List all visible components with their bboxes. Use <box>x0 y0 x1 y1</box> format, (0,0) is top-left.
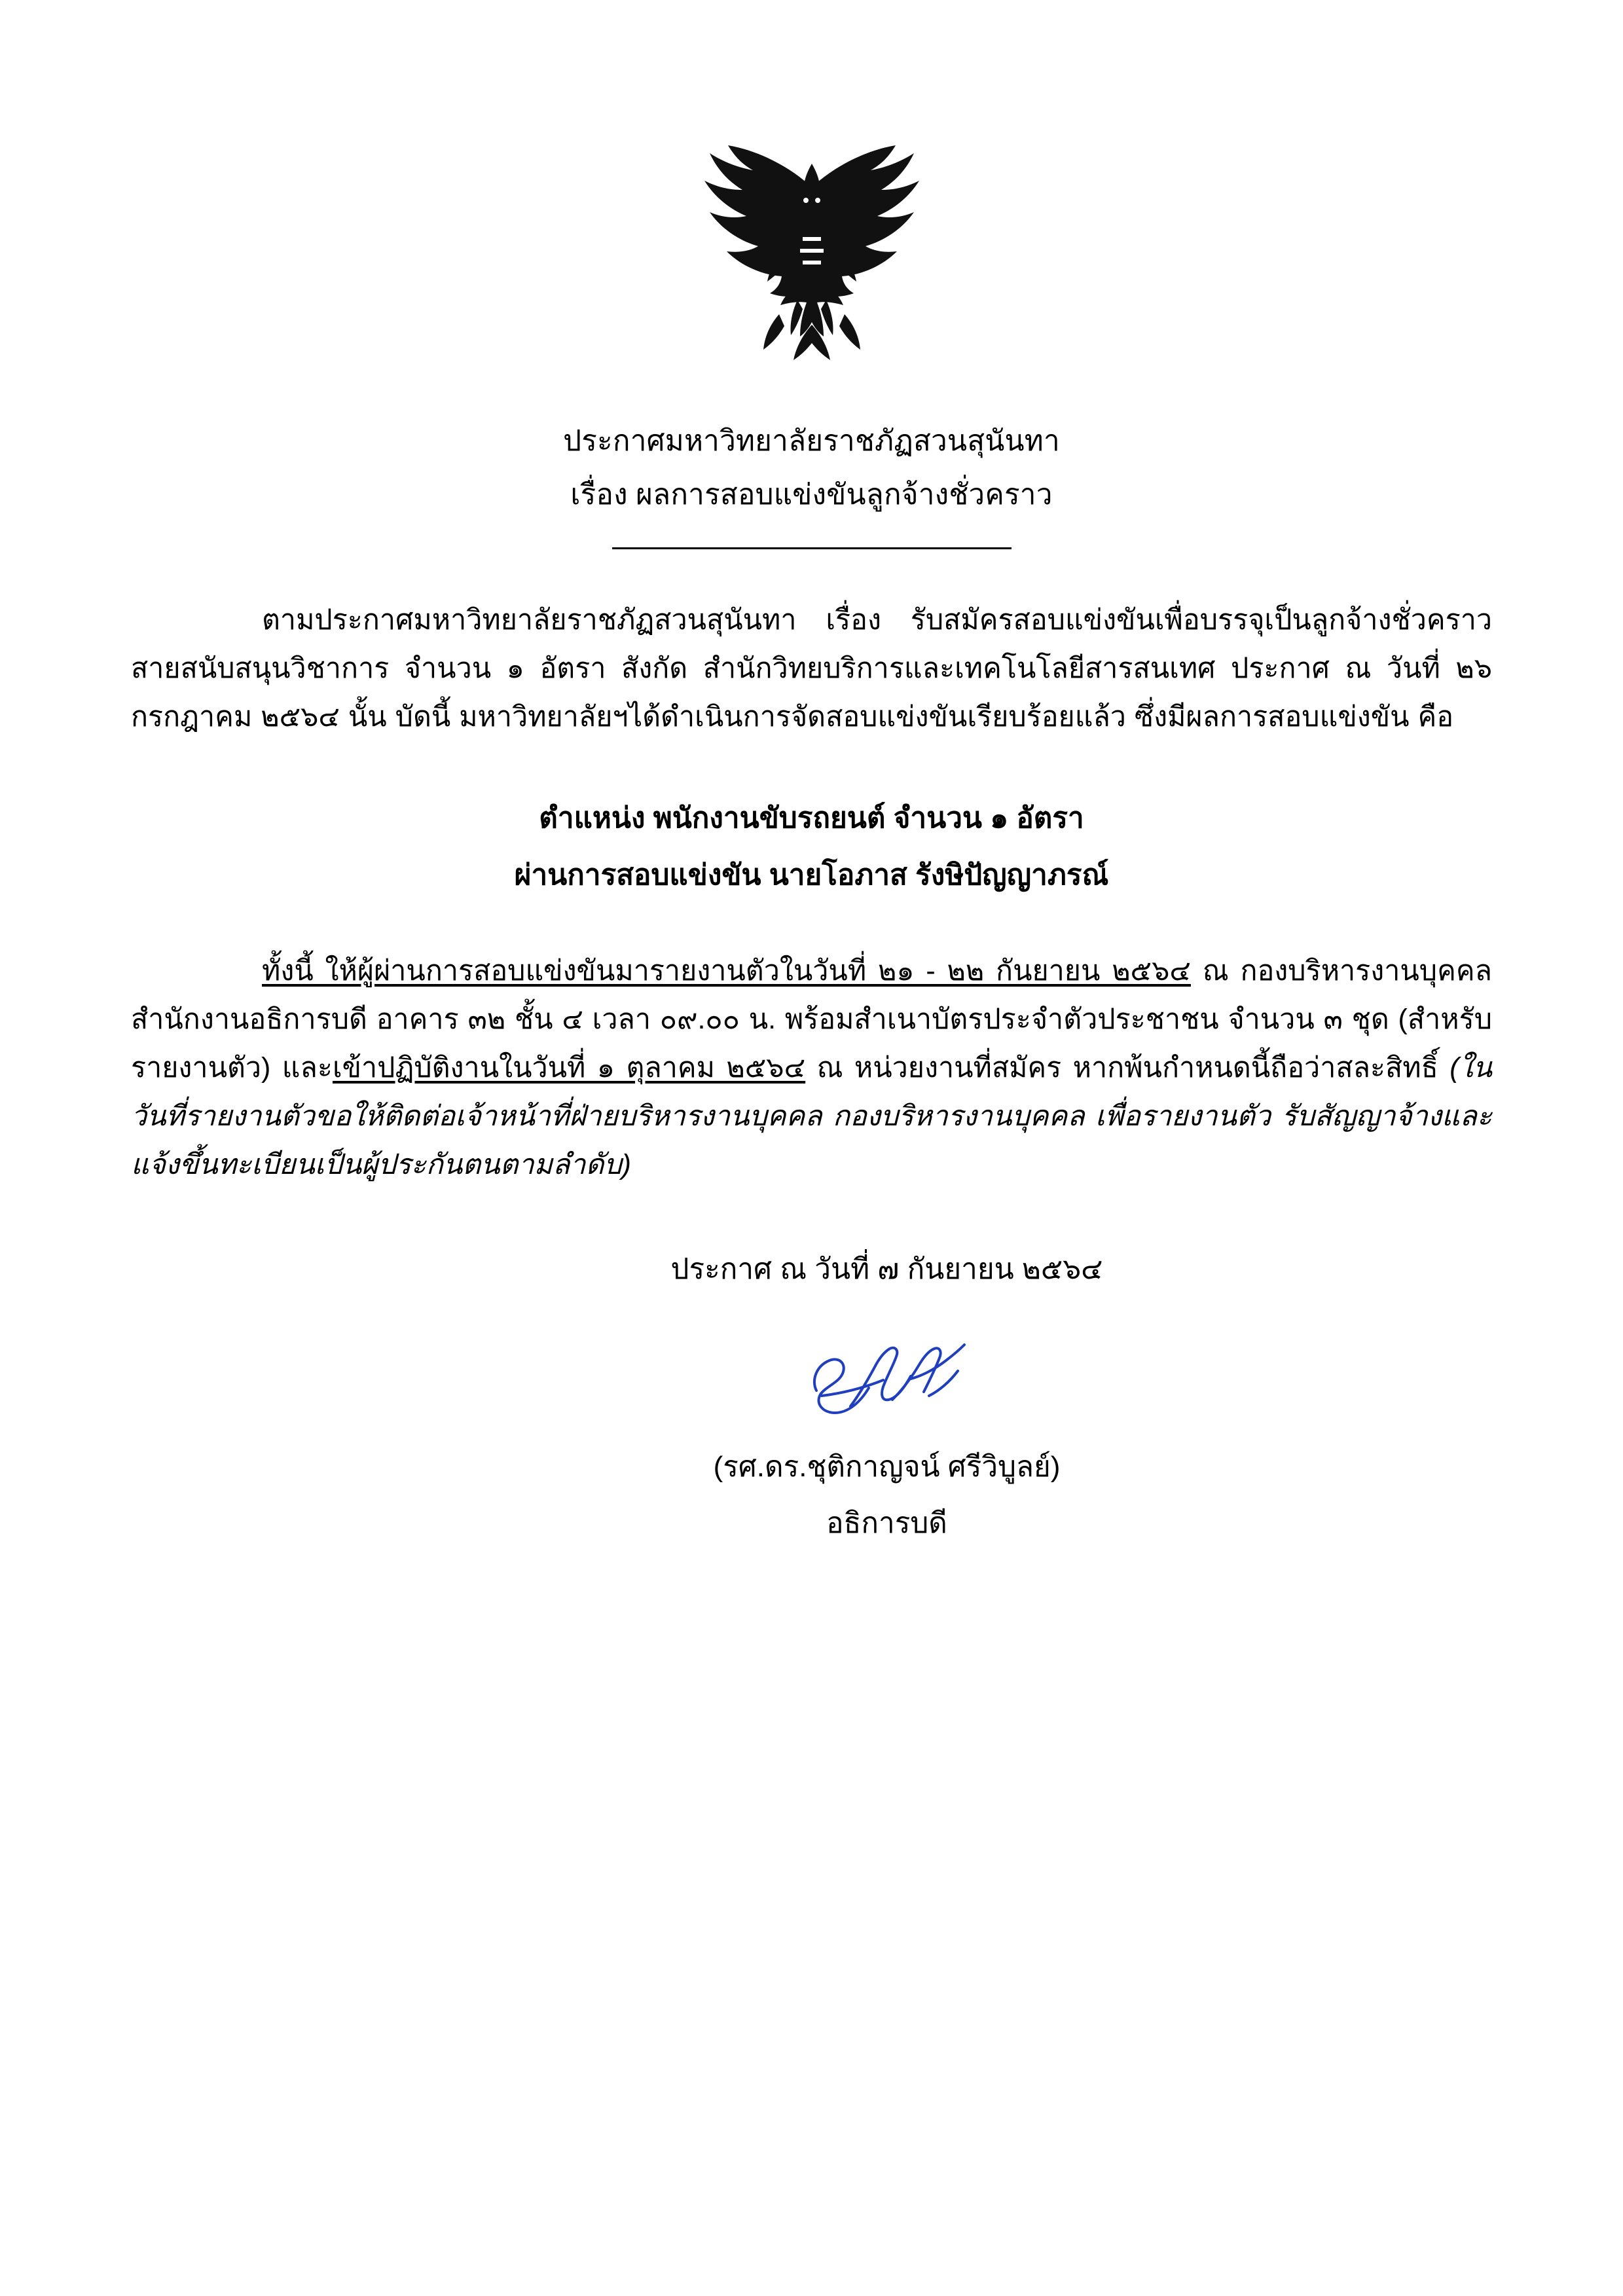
instructions-segment-2: ณ กองบริหารงานบุคคล สำนักงานอธิการบดี อาคาร ๓๒ ชั้น ๔ เวลา ๐๙.๐๐ น. พร้อมสำเนาบัตรประจำตัวประชาชน จำนวน ๓ ชุด (สำหรับรายงานตัว) และ <box>131 955 1492 1084</box>
garuda-emblem <box>681 124 943 399</box>
result-block <box>131 793 1492 900</box>
start-work-date-underlined: เข้าปฏิบัติงานในวันที่ ๑ ตุลาคม ๒๕๖๔ <box>332 1052 806 1084</box>
signature-title: อธิการบดี <box>826 1507 947 1539</box>
emblem-container <box>131 124 1492 399</box>
instructions-note-italic: (ในวันที่รายงานตัวขอให้ติดต่อเจ้าหน้าที่ฝ่ายบริหารงานบุคคล กองบริหารงานบุคคล เพื่อรายงานตัว รับสัญญาจ้างและแจ้งขึ้นทะเบียนเป็นผู้ประกันตนตามลำดับ) <box>131 1052 1492 1181</box>
report-date-underlined: ทั้งนี้ ให้ผู้ผ่านการสอบแข่งขันมารายงานตัวในวันที่ ๒๑ - ๒๒ กันยายน ๒๕๖๔ <box>262 955 1191 987</box>
heading-line-2: เรื่อง ผลการสอบแข่งขันลูกจ้างชั่วคราว <box>570 479 1053 511</box>
heading-divider <box>612 547 1012 549</box>
handwritten-signature <box>282 1319 1492 1437</box>
paragraph-instructions <box>131 947 1492 1190</box>
heading-line-1: ประกาศมหาวิทยาลัยราชภัฏสวนสุนันทา <box>563 425 1060 457</box>
announce-date: ประกาศ ณ วันที่ ๗ กันยายน ๒๕๖๔ <box>670 1253 1103 1285</box>
signature-name: (รศ.ดร.ชุติกาญจน์ ศรีวิบูลย์) <box>713 1451 1061 1483</box>
document-heading <box>131 419 1492 549</box>
result-position-line: ตำแหน่ง พนักงานขับรถยนต์ จำนวน ๑ อัตรา <box>539 802 1084 835</box>
paragraph-intro-text: ตามประกาศมหาวิทยาลัยราชภัฏสวนสุนันทา เรื่อง รับสมัครสอบแข่งขันเพื่อบรรจุเป็นลูกจ้างชั่วคราว สายสนับสนุนวิชาการ จำนวน ๑ อัตรา สังกัด สำนักวิทยบริการและเทคโนโลยีสารสนเทศ ประกาศ ณ วันที่ ๒๖ กรกฎาคม ๒๕๖๔ นั้น บัดนี้ มหาวิทยาลัยฯได้ดำเนินการจัดสอบแข่งขันเรียบร้อยแล้ว ซึ่งมีผลการสอบแข่งขัน คือ <box>131 604 1492 733</box>
instructions-segment-4: ณ หน่วยงานที่สมัคร หากพ้นกำหนดนี้ถือว่าสละสิทธิ์ <box>805 1052 1450 1084</box>
result-passed-line: ผ่านการสอบแข่งขัน นายโอภาส รังษิปัญญาภรณ์ <box>514 859 1109 892</box>
signature-block <box>131 1319 1492 1546</box>
paragraph-intro <box>131 596 1492 742</box>
